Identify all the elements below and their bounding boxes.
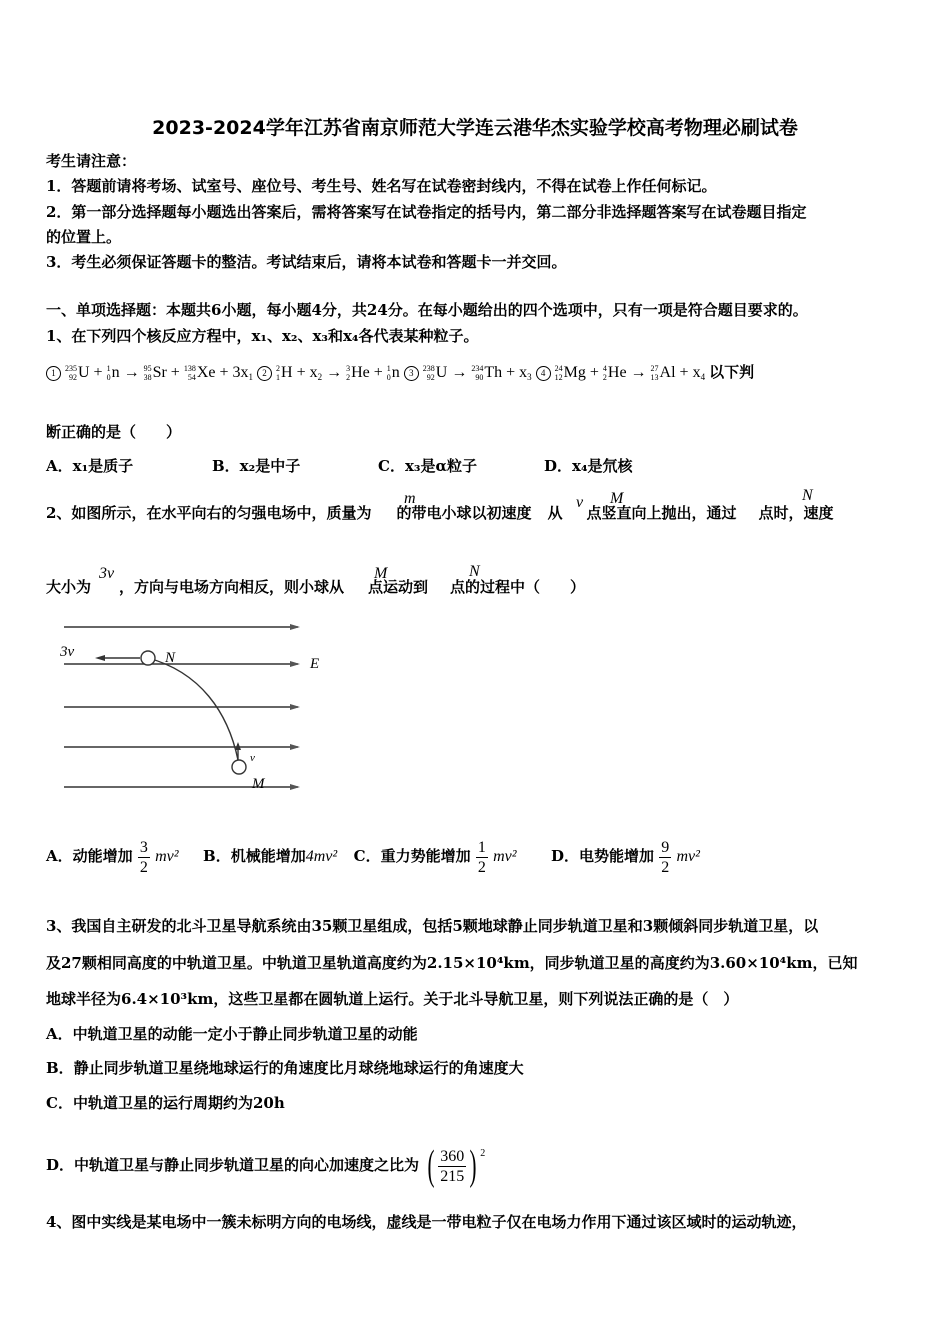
symbol-v: v: [576, 494, 584, 511]
figure-label-M: M: [252, 776, 265, 792]
q1-option-c: C．x₃是α粒子: [378, 457, 477, 475]
q3-option-d: D．中轨道卫星与静止同步轨道卫星的向心加速度之比为 ( $\frac{360}{215}$ ) $^2$: [46, 1143, 486, 1189]
notice-item: 1．答题前请将考场、试室号、座位号、考生号、姓名写在试卷密封线内，不得在试卷上作任何标记。: [46, 177, 717, 195]
reaction-4: 4 24 12 Mg + 4 2 He → 27 13 $Al + x_4$: [536, 364, 709, 381]
notice-item: 2．第一部分选择题每小题选出答案后，需将答案写在试卷指定的括号内，第二部分非选择题答案写在试卷题目指定: [46, 203, 807, 221]
q2-stem-line2: 大小为 ，方向与电场方向相反，则小球从 点运动到 点的过程中（ ）: [46, 578, 586, 596]
notice-item: 的位置上。: [46, 228, 122, 246]
q3-option-c: C．中轨道卫星的运行周期约为20h: [46, 1094, 285, 1112]
q3-option-a: A．中轨道卫星的动能一定小于静止同步轨道卫星的动能: [46, 1025, 418, 1043]
symbol-m: m: [404, 490, 416, 507]
field-arrow: [290, 661, 300, 667]
electric-field-figure: [50, 612, 340, 802]
field-arrow: [290, 784, 300, 790]
figure-label-N: N: [165, 650, 176, 666]
velocity-3v-arrowhead: [95, 655, 105, 661]
q3-stem-line: 地球半径为6.4×10³km，这些卫星都在圆轨道上运行。关于北斗导航卫星，则下列说法正确的是（ ）: [46, 990, 739, 1008]
reaction-1: 1 235 92 U + 1 0 n → 95 38 Sr + 138 54 $Xe + 3x_1$: [46, 364, 257, 381]
q2-option-c: C．重力势能增加 $\frac{1}{2}$ mv²: [353, 838, 517, 876]
notice-item: 3．考生必须保证答题卡的整洁。考试结束后，请将本试卷和答题卡一并交回。: [46, 253, 567, 271]
q3-stem-line: 3、我国自主研发的北斗卫星导航系统由35颗卫星组成，包括5颗地球静止同步轨道卫星和3颗倾斜同步轨道卫星，以: [46, 917, 819, 935]
q1-option-a: A．x₁是质子: [46, 457, 134, 475]
field-arrow: [290, 624, 300, 630]
reaction-3: 3 238 92 U → 234 90 $Th + x_3$: [404, 364, 536, 381]
reaction-2: 2 2 1 $H + x_2$ → 3 2 He + 1 0 n: [257, 364, 404, 381]
symbol-3v: 3v: [99, 565, 115, 582]
field-arrow: [290, 744, 300, 750]
page-title: 2023-2024学年江苏省南京师范大学连云港华杰实验学校高考物理必刷试卷: [152, 117, 798, 139]
q2-stem-line1: 2、如图所示，在水平向右的匀强电场中，质量为 的带电小球以初速度 从 点竖直向上抛出，通过 点时，速度: [46, 504, 834, 522]
q2-option-a: A．动能增加 $\frac{3}{2}$ mv²: [46, 838, 179, 876]
q2-option-b: B．机械能增加4mv²: [203, 847, 338, 865]
figure-label-v: v: [250, 752, 255, 764]
section-heading: 一、单项选择题：本题共6小题，每小题4分，共24分。在每小题给出的四个选项中，只有一项是符合题目要求的。: [46, 301, 808, 319]
q2-options: [46, 836, 700, 877]
q3-stem-line: 及27颗相同高度的中轨道卫星。中轨道卫星轨道高度约为2.15×10⁴km，同步轨道卫星的高度约为3.60×10⁴km，已知: [46, 954, 858, 972]
velocity-v-arrowhead: [235, 742, 241, 750]
q1-stem: 1、在下列四个核反应方程中，x₁、x₂、x₃和x₄各代表某种粒子。: [46, 327, 479, 345]
q1-equations: [46, 362, 754, 387]
figure-label-E: E: [310, 656, 320, 672]
q4-stem-line: 4、图中实线是某电场中一簇未标明方向的电场线，虚线是一带电粒子仅在电场力作用下通过该区域时的运动轨迹，: [46, 1213, 807, 1231]
q3-option-b: B．静止同步轨道卫星绕地球运行的角速度比月球绕地球运行的角速度大: [46, 1059, 524, 1077]
symbol-N: N: [469, 563, 480, 580]
q1-stem-continued: 断正确的是（ ）: [46, 423, 182, 441]
q2-option-d: D．电势能增加 $\frac{9}{2}$ mv²: [550, 838, 700, 876]
q1-option-b: B．x₂是中子: [212, 457, 301, 475]
notice-heading: 考生请注意：: [46, 152, 137, 170]
q1-stem-tail: 以下判: [709, 363, 755, 381]
symbol-N: N: [802, 487, 813, 504]
q1-option-d: D．x₄是氘核: [544, 457, 633, 475]
field-arrow: [290, 704, 300, 710]
figure-label-3v: 3v: [60, 644, 75, 660]
symbol-M: M: [610, 490, 624, 507]
trajectory: [148, 658, 238, 760]
symbol-M: M: [374, 565, 388, 582]
ball-at-N: [141, 651, 155, 665]
ball-at-M: [232, 760, 246, 774]
